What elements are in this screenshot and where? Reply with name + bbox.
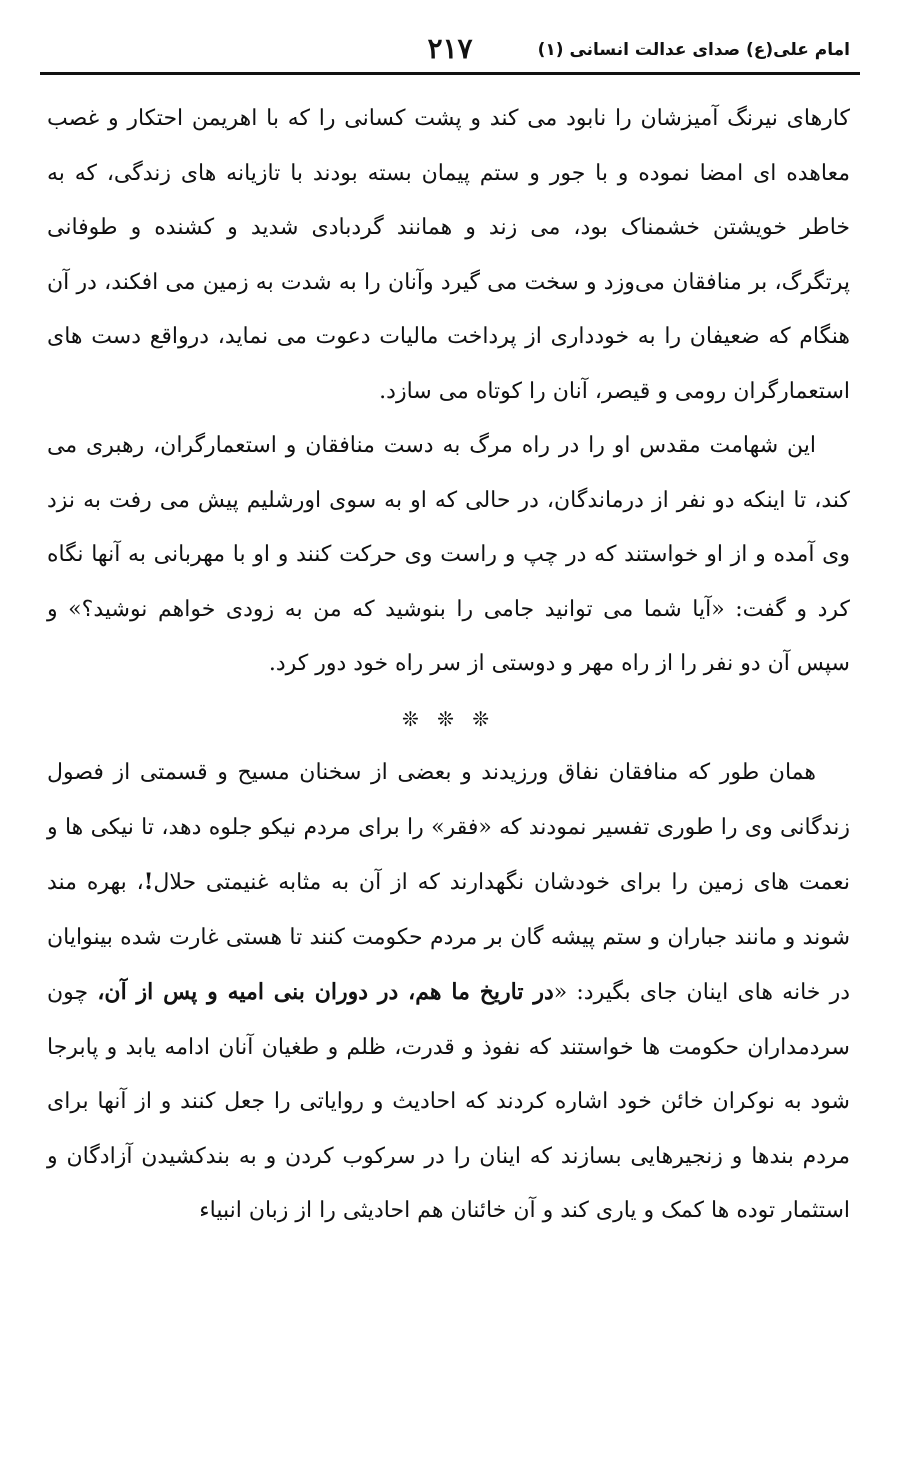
section-separator: ❊ ❊ ❊ [402,706,495,731]
paragraph-3-part-3: چون سردمداران حکومت ها خواستند که نفوذ و قدرت، ظلم و طغیان آنان ادامه یابد و پابرجا شود به نوکران خائن خود اشاره کردند که احادیث و روایاتی را جعل کنند و از آنها برای مردم بندها و زنجیرهایی بسازند که اینان را در سرکوب کردن و به بندکشیدن آزادگان و استثمار توده ها کمک و یاری کند و آن خائنان هم احادیثی را از زبان انبیاء [47,980,850,1223]
paragraph-1: کارهای نیرنگ آمیزشان را نابود می کند و پشت کسانی را که با اهریمن احتکار و غصب معاهده ای امضا نموده و با جور و ستم پیمان بسته بودند با تازیانه های زندگی، که به خاطر خویشتن خشمناک بود، می زند و همانند گردبادی شدید و کشنده و طوفانی پرتگرگ، بر منافقان می‌وزد و سخت می گیرد وآنان را به شدت به زمین می افکند، در آن هنگام که ضعیفان را به خودداری از پرداخت مالیات دعوت می نماید، درواقع دست های استعمارگران رومی و قیصر، آنان را کوتاه می سازد. [47,106,850,404]
page-header [40,28,860,72]
paragraph-3 [47,746,850,1239]
paragraph-3-bold-1: ! [143,869,154,895]
page-number: ۲۱۷ [427,32,473,65]
page-body [47,92,850,1239]
paragraph-2: این شهامت مقدس او را در راه مرگ به دست منافقان و استعمارگران، رهبری می کند، تا اینکه دو نفر از درماندگان، در حالی که او به سوی اورشلیم پیش می رفت به نزد وی آمده و از او خواستند که در چپ و راست وی حرکت کنند و او با مهربانی به آنها نگاه کرد و گفت: «آیا شما می توانید جامی را بنوشید که من به زودی خواهم نوشید؟» و سپس آن دو نفر را از راه مهر و دوستی از سر راه خود دور کرد. [47,433,850,676]
paragraph-3-bold-2: در تاریخ ما هم، در دوران بنی امیه و پس از آن، [97,979,554,1005]
paragraph-3-part-1: همان طور که منافقان نفاق ورزیدند و بعضی از سخنان مسیح و قسمتی از فصول زندگانی وی را طوری تفسیر نمودند که «فقر» را برای مردم نیکو جلوه دهد، تا نیکی ها و نعمت های زمین را برای خودشان نگهدارند که از آن به مثابه غنیمتی حلال [47,760,850,895]
running-title: امام علی(ع) صدای عدالت انسانی (۱) [537,40,850,60]
paragraph-3-part-2: ، بهره مند شوند و مانند جباران و ستم پیشه گان بر مردم حکومت کنند تا هستی غارت شده بینوایان در خانه های اینان جای بگیرد: « [47,870,850,1005]
header-divider [40,72,860,75]
